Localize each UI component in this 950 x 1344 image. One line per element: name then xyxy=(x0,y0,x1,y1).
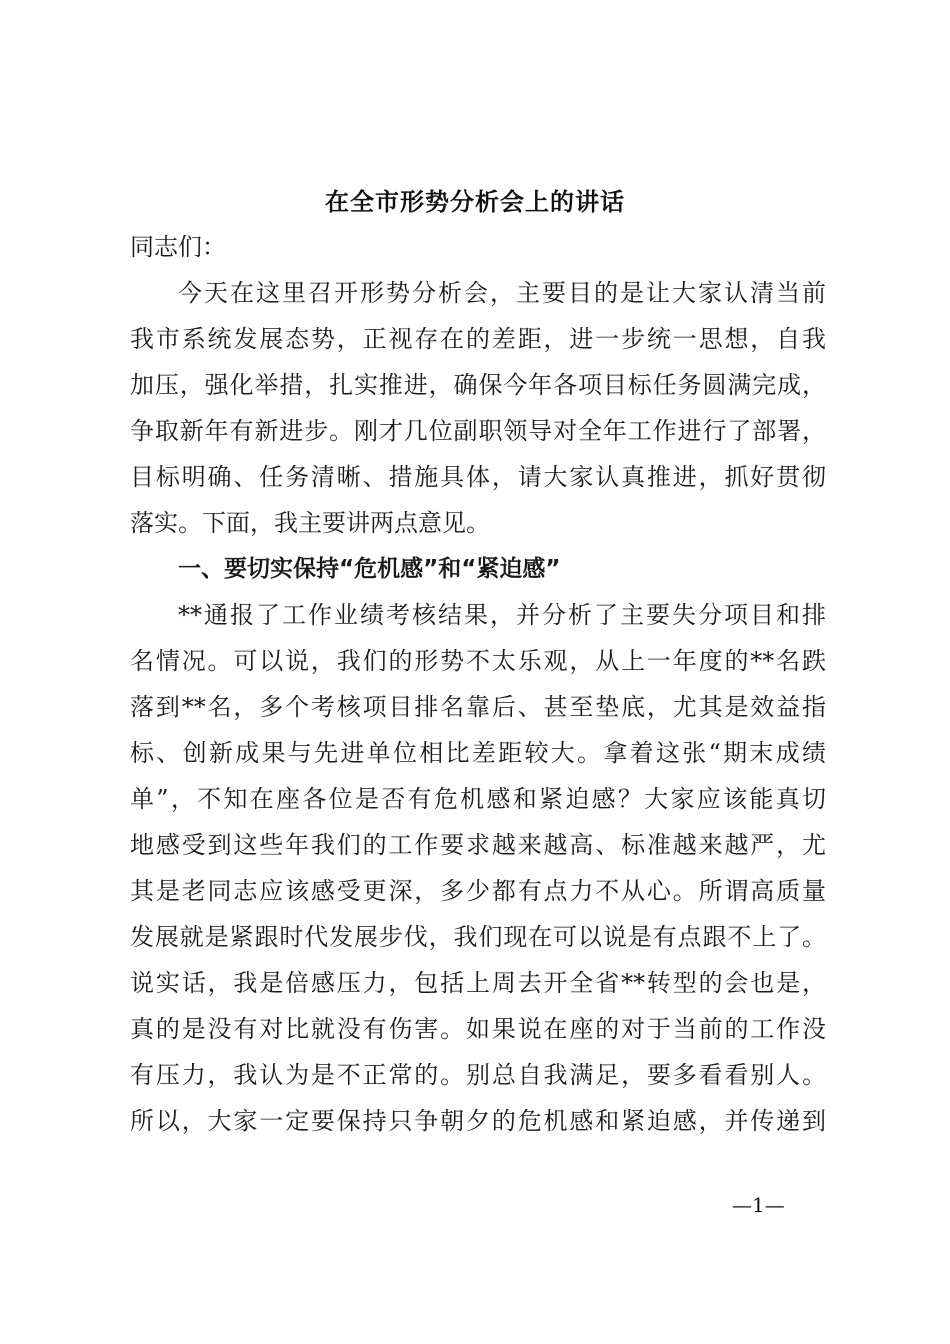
paragraph-line: 说实话，我是倍感压力，包括上周去开全省**转型的会也是， xyxy=(130,969,826,997)
paragraph-line: 加压，强化举措，扎实推进，确保今年各项目标任务圆满完成， xyxy=(130,371,826,399)
paragraph-section-1 xyxy=(130,592,826,1144)
paragraph-line: 今天在这里召开形势分析会，主要目的是让大家认清当前 xyxy=(178,279,826,307)
paragraph-line: 争取新年有新进步。刚才几位副职领导对全年工作进行了部署， xyxy=(130,417,826,445)
paragraph-line: 落实。下面，我主要讲两点意见。 xyxy=(130,509,490,537)
paragraph-line: 目标明确、任务清晰、措施具体，请大家认真推进，抓好贯彻 xyxy=(130,463,826,491)
paragraph-line: 其是老同志应该感受更深，多少都有点力不从心。所谓高质量 xyxy=(130,877,826,905)
paragraph-line: 真的是没有对比就没有伤害。如果说在座的对于当前的工作没 xyxy=(130,1015,826,1043)
document-title: 在全市形势分析会上的讲话 xyxy=(325,187,625,216)
paragraph-line: 发展就是紧跟时代发展步伐，我们现在可以说是有点跟不上了。 xyxy=(130,923,826,951)
paragraph-line: **通报了工作业绩考核结果，并分析了主要失分项目和排 xyxy=(178,601,826,629)
paragraph-line: 我市系统发展态势，正视存在的差距，进一步统一思想，自我 xyxy=(130,325,826,353)
paragraph-line: 落到**名，多个考核项目排名靠后、甚至垫底，尤其是效益指 xyxy=(130,693,826,721)
salutation: 同志们： xyxy=(130,233,226,261)
document-body xyxy=(130,224,826,1144)
paragraph-line: 地感受到这些年我们的工作要求越来越高、标准越来越严，尤 xyxy=(130,831,826,859)
paragraph-line: 有压力，我认为是不正常的。别总自我满足，要多看看别人。 xyxy=(130,1061,826,1089)
paragraph-line: 所以，大家一定要保持只争朝夕的危机感和紧迫感，并传递到 xyxy=(130,1107,826,1135)
paragraph-line: 标、创新成果与先进单位相比差距较大。拿着这张“期末成绩 xyxy=(130,739,826,767)
paragraph-line: 名情况。可以说，我们的形势不太乐观，从上一年度的**名跌 xyxy=(130,647,826,675)
paragraph-intro xyxy=(130,270,826,546)
section-heading: 一、要切实保持“危机感”和“紧迫感” xyxy=(178,556,561,582)
paragraph-line: 单”，不知在座各位是否有危机感和紧迫感？大家应该能真切 xyxy=(130,785,826,813)
page-number: —1— xyxy=(732,1193,785,1217)
